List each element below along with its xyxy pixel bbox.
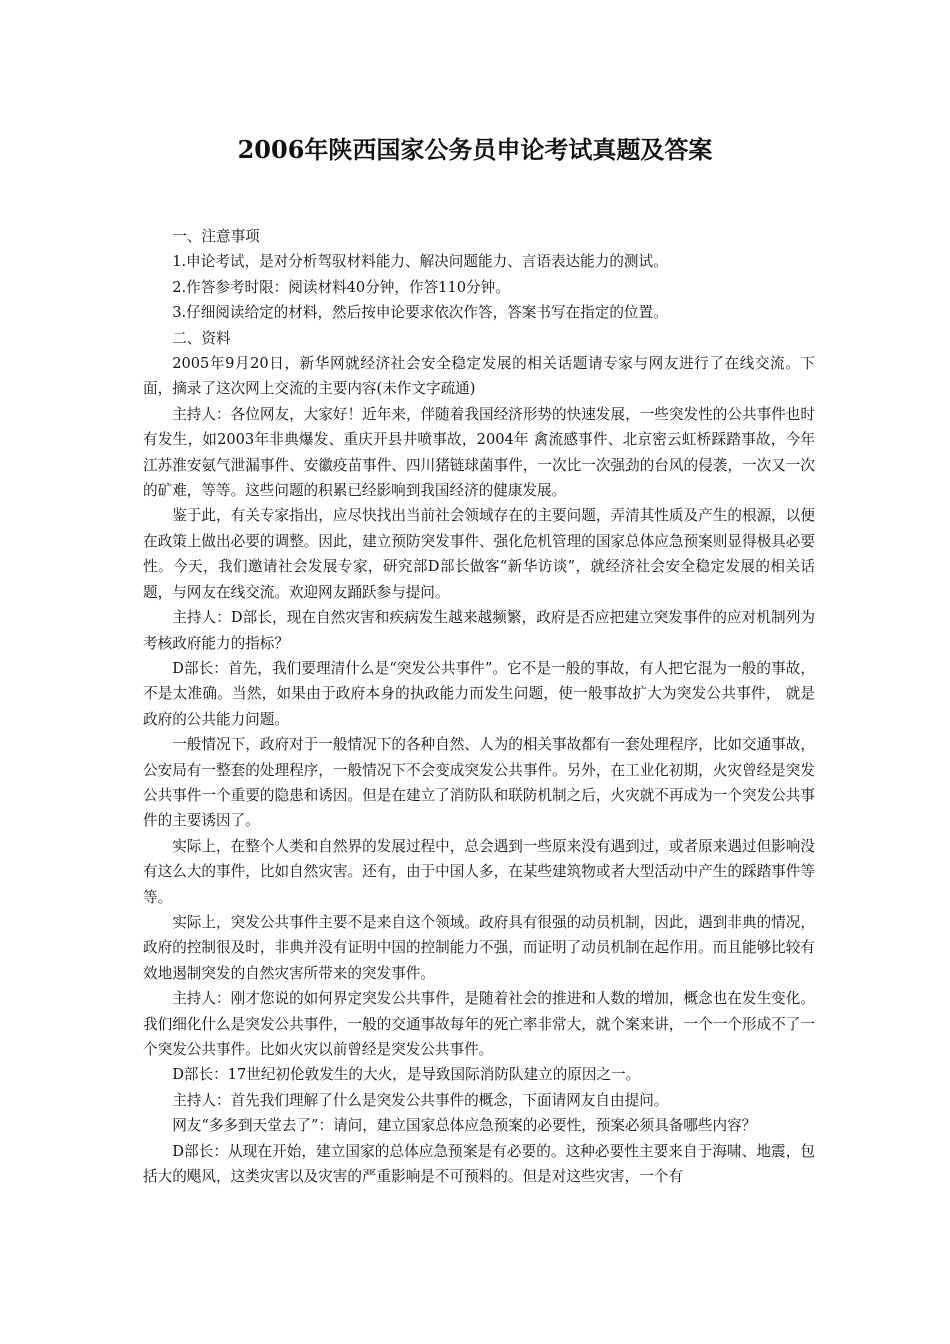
paragraph: 二、资料 [172,329,231,347]
paragraph: 1.申论考试，是对分析驾驭材料能力、解决问题能力、言语表达能力的测试。 [172,253,668,271]
paragraph: 实际上，在整个人类和自然界的发展过程中，总会遇到一些原来没有遇到过，或者原来遇过但影响没有这么大的事件，比如自然灾害。还有，由于中国人多，在某些建筑物或者大型活动中产生的踩踏事件等等。 [143,837,815,906]
paragraph: 鉴于此，有关专家指出，应尽快找出当前社会领域存在的主要问题，弄清其性质及产生的根源，以便在政策上做出必要的调整。因此，建立预防突发事件、强化危机管理的国家总体应急预案则显得极具必要性。今天，我们邀请社会发展专家，研究部D部长做客“新华访谈”，就经济社会安全稳定发展的相关话题，与网友在线交流。欢迎网友踊跃参与提问。 [143,507,815,601]
paragraph: 网友“多多到天堂去了”：请问，建立国家总体应急预案的必要性，预案必须具备哪些内容？ [172,1117,757,1135]
paragraph: 2.作答参考时限：阅读材料40分钟，作答110分钟。 [172,278,510,296]
document-body [143,224,815,1189]
paragraph: 实际上，突发公共事件主要不是来自这个领域。政府具有很强的动员机制，因此，遇到非典的情况，政府的控制很及时，非典并没有证明中国的控制能力不强，而证明了动员机制在起作用。而且能够比较有效地遏制突发的自然灾害所带来的突发事件。 [143,913,815,982]
paragraph: 主持人：首先我们理解了什么是突发公共事件的概念，下面请网友自由提问。 [172,1091,669,1109]
document-title: 2006年陕西国家公务员申论考试真题及答案 [237,135,713,164]
paragraph: 主持人：各位网友，大家好！近年来，伴随着我国经济形势的快速发展，一些突发性的公共事件也时有发生，如2003年非典爆发、重庆开县井喷事故，2004年 禽流感事件、北京密云虹桥踩踏事故，今年江苏淮安氨气泄漏事件、安徽疫苗事件、四川猪链球菌事件，一次比一次强劲的台风的侵袭，一次又一次的矿难，等等。这些问题的积累已经影响到我国经济的健康发展。 [143,405,815,500]
paragraph: D部长：从现在开始，建立国家的总体应急预案是有必要的。这种必要性主要来自于海啸、地震，包括大的飓风，这类灾害以及灾害的严重影响是不可预料的。但是对这些灾害，一个有 [143,1142,815,1186]
paragraph: D部长：首先，我们要理清什么是“突发公共事件”。它不是一般的事故，有人把它混为一般的事故，不是太准确。当然，如果由于政府本身的执政能力而发生问题，使一般事故扩大为突发公共事件， 就是政府的公共能力问题。 [143,659,815,728]
paragraph: 主持人：刚才您说的如何界定突发公共事件，是随着社会的推进和人数的增加，概念也在发生变化。我们细化什么是突发公共事件，一般的交通事故每年的死亡率非常大，就个案来讲，一个一个形成不了一个突发公共事件。比如火灾以前曾经是突发公共事件。 [143,990,815,1058]
paragraph: 一般情况下，政府对于一般情况下的各种自然、人为的相关事故都有一套处理程序，比如交通事故，公安局有一整套的处理程序，一般情况下不会变成突发公共事件。另外，在工业化初期，火灾曾经是突发公共事件一个重要的隐患和诱因。但是在建立了消防队和联防机制之后，火灾就不再成为一个突发公共事件的主要诱因了。 [143,736,815,830]
paragraph: 主持人：D部长，现在自然灾害和疾病发生越来越频繁，政府是否应把建立突发事件的应对机制列为考核政府能力的指标？ [143,609,815,652]
paragraph: 3.仔细阅读给定的材料，然后按申论要求依次作答，答案书写在指定的位置。 [172,304,668,322]
paragraph: 2005年9月20日，新华网就经济社会安全稳定发展的相关话题请专家与网友进行了在线交流。下面，摘录了这次网上交流的主要内容(未作文字疏通) [143,355,815,398]
paragraph: 一、注意事项 [172,228,260,245]
paragraph: D部长：17世纪初伦敦发生的大火，是导致国际消防队建立的原因之一。 [172,1066,641,1084]
